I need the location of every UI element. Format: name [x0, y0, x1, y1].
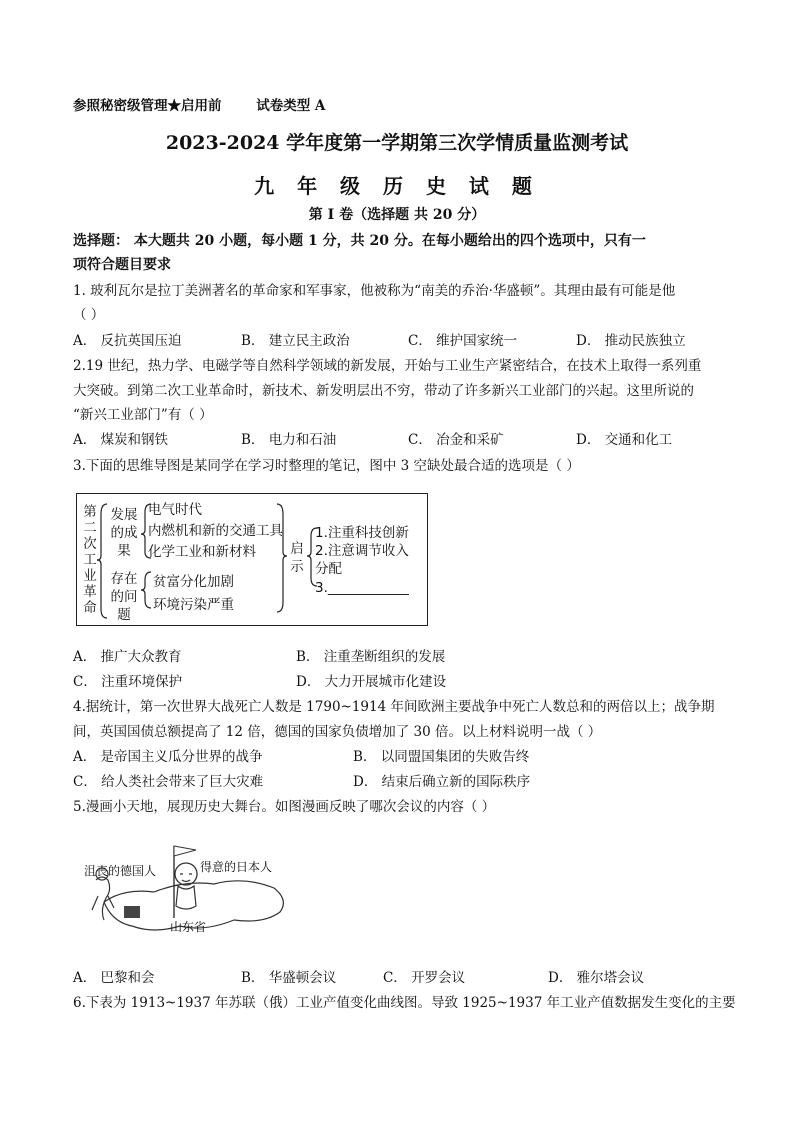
q3-option-b[interactable]: B． 注重垄断组织的发展 — [296, 649, 446, 665]
q6-stem-line-1: 6.下表为 1913~1937 年苏联（俄）工业产值变化曲线图。导致 1925~1937 年工业产值数据发生变化的主要 — [73, 995, 736, 1011]
header-meta — [73, 96, 723, 116]
section-title: 第 I 卷（选择题 共 20 分） — [308, 207, 486, 223]
q5-option-c[interactable]: C． 开罗会议 — [383, 970, 466, 986]
q5-stem-line-1: 5.漫画小天地，展现历史大舞台。如图漫画反映了哪次会议的内容（ ） — [73, 799, 496, 815]
q1-option-c[interactable]: C． 维护国家统一 — [408, 333, 518, 349]
merge-brace — [277, 504, 287, 612]
mind-map-result-2: 内燃机和新的交通工具 — [148, 523, 283, 539]
cartoon-label-japanese: 得意的日本人 — [200, 860, 273, 874]
paper-type-label: 试卷类型 A — [256, 98, 326, 114]
mind-map-insight-1: 1.注重科技创新 — [315, 525, 409, 541]
mind-map-result-1: 电气时代 — [148, 502, 202, 518]
root-brace — [97, 504, 107, 618]
q1-stem-line-1: 1. 玻利瓦尔是拉丁美洲著名的革命家和军事家，他被称为“南美的乔治·华盛顿”。其理由最有可能是他 — [73, 283, 676, 299]
q1-option-b[interactable]: B． 建立民主政治 — [241, 333, 350, 349]
q1-option-d[interactable]: D． 推动民族独立 — [576, 333, 686, 349]
instructions-line-2: 项符合题目要求 — [73, 257, 171, 273]
q4-stem-line-1: 4.据统计，第一次世界大战死亡人数是 1790~1914 年间欧洲主要战争中死亡人数总和的两倍以上；战争期 — [73, 699, 715, 715]
subject-title: 九 年 级 历 史 试 题 — [254, 174, 540, 198]
q3-stem-line-1: 3.下面的思维导图是某同学在学习时整理的笔记，图中 3 空缺处最合适的选项是（ ） — [73, 458, 580, 474]
q2-stem-line-1: 2.19 世纪，热力学、电磁学等自然科学领域的新发展，开始与工业生产紧密结合，在技术上取得一系列重 — [73, 358, 702, 374]
q3-option-c[interactable]: C． 注重环境保护 — [73, 674, 183, 690]
branch2-brace — [141, 572, 151, 608]
q2-option-a[interactable]: A． 煤炭和钢铁 — [73, 432, 169, 448]
japanese-figure-face — [180, 874, 192, 882]
mind-map-insight-label: 启示 — [290, 541, 304, 575]
cartoon-image — [84, 840, 294, 940]
mind-map-insight-2-cont: 分配 — [315, 561, 342, 577]
q1-option-a[interactable]: A． 反抗英国压迫 — [73, 333, 182, 349]
mind-map-result-3: 化学工业和新材料 — [148, 544, 256, 560]
q2-stem-line-2: 大突破。到第二次工业革命时，新技术、新发明层出不穷，带动了许多新兴工业部门的兴起。这里所说的 — [73, 383, 694, 399]
secrecy-label: 参照秘密级管理★启用前 — [73, 98, 222, 114]
mind-map-branch-1: 发展的成果 — [110, 507, 138, 559]
q5-option-a[interactable]: A． 巴黎和会 — [73, 970, 155, 986]
q4-option-a[interactable]: A． 是帝国主义瓜分世界的战争 — [73, 749, 263, 765]
q4-option-b[interactable]: B． 以同盟国集团的失败告终 — [353, 749, 530, 765]
q5-option-b[interactable]: B． 华盛顿会议 — [241, 970, 337, 986]
mind-map-root: 第二次工业革命 — [83, 504, 97, 616]
exam-title: 2023-2024 学年度第一学期第三次学情质量监测考试 — [165, 132, 629, 154]
q3-option-d[interactable]: D． 大力开展城市化建设 — [296, 674, 447, 690]
q2-option-c[interactable]: C． 冶金和采矿 — [408, 432, 504, 448]
q4-stem-line-2: 间，英国国债总额提高了 12 倍，德国的国家负债增加了 30 倍。以上材料说明一战（ ） — [73, 724, 602, 740]
mind-map-problem-2: 环境污染严重 — [153, 597, 234, 613]
japanese-flag-icon — [174, 846, 196, 856]
q5-option-d[interactable]: D． 雅尔塔会议 — [548, 970, 645, 986]
q2-option-b[interactable]: B． 电力和石油 — [241, 432, 337, 448]
q4-option-d[interactable]: D． 结束后确立新的国际秩序 — [353, 774, 531, 790]
mind-map-insight-3-blank: 3.____________ — [315, 580, 409, 596]
q2-stem-line-3: “新兴工业部门”有（ ） — [73, 407, 213, 423]
german-flag-icon — [124, 906, 140, 918]
japanese-figure-body — [176, 886, 196, 909]
mind-map — [76, 493, 428, 626]
q2-option-d[interactable]: D． 交通和化工 — [576, 432, 673, 448]
mind-map-problem-1: 贫富分化加剧 — [153, 574, 234, 590]
cartoon-label-german: 沮丧的德国人 — [84, 864, 157, 878]
instructions-line-1: 选择题： 本大题共 20 小题，每小题 1 分，共 20 分。在每小题给出的四个选项中，只有一 — [73, 233, 646, 249]
q1-stem-line-2: （ ） — [73, 307, 105, 323]
mind-map-insight-2: 2.注意调节收入 — [315, 543, 409, 559]
q4-option-c[interactable]: C． 给人类社会带来了巨大灾难 — [73, 774, 264, 790]
q3-option-a[interactable]: A． 推广大众教育 — [73, 649, 182, 665]
mind-map-branch-2: 存在的问题 — [110, 571, 138, 623]
cartoon-label-province: 山东省 — [170, 920, 207, 934]
